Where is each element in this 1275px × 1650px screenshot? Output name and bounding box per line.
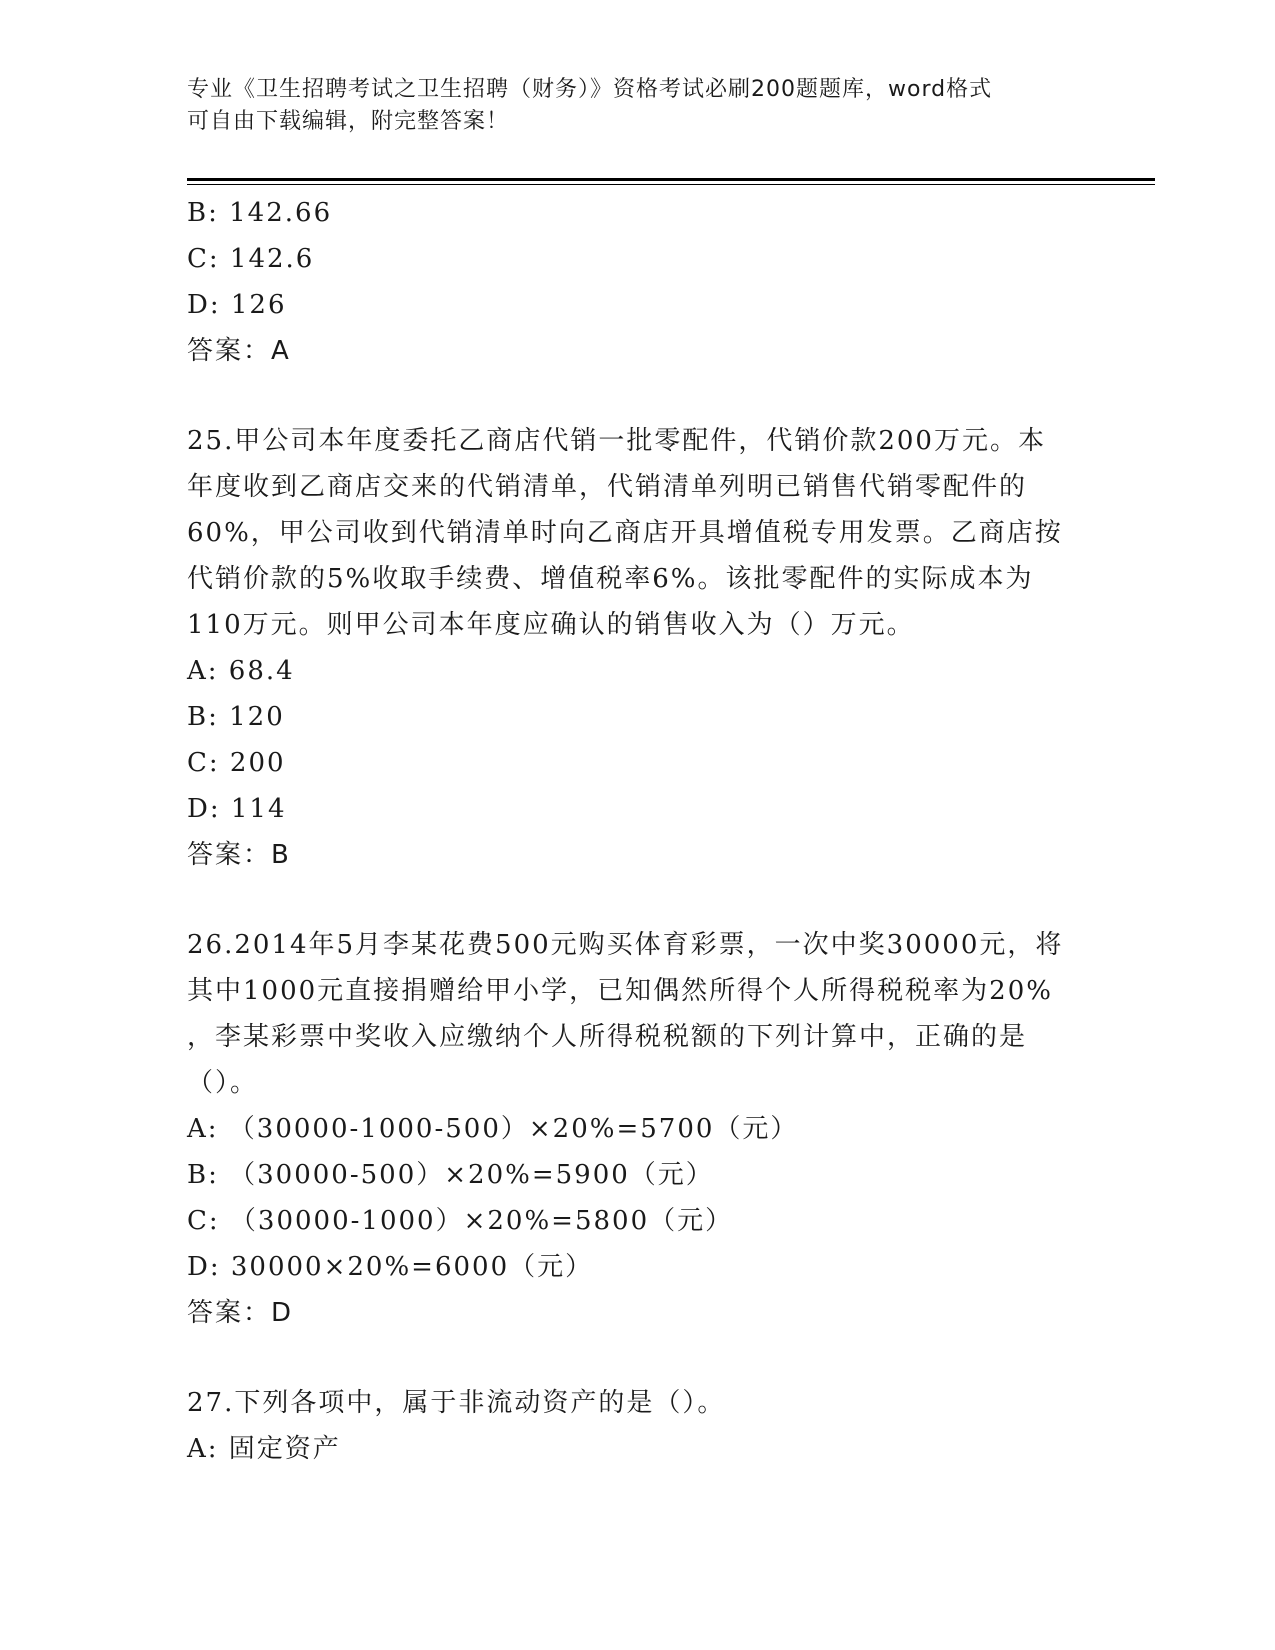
option-b: B: （30000-500）×20%=5900（元） — [187, 1160, 714, 1190]
document-header — [187, 74, 1087, 138]
option-c: C: 142.6 — [187, 244, 315, 274]
option-a: A: （30000-1000-500）×20%=5700（元） — [187, 1114, 799, 1144]
document-body — [187, 190, 1087, 1472]
question-text-line: （）。 — [187, 1068, 259, 1098]
option-b: B: 120 — [187, 702, 285, 732]
option-c: C: 200 — [187, 748, 286, 778]
question-25 — [187, 418, 1087, 878]
question-text-line: 26.2014年5月李某花费500元购买体育彩票，一次中奖30000元，将 — [187, 930, 1064, 960]
question-27 — [187, 1380, 1087, 1472]
header-line-2: 可自由下载编辑，附完整答案！ — [187, 109, 510, 134]
question-text-line: 代销价款的5%收取手续费、增值税率6%。该批零配件的实际成本为 — [187, 564, 1034, 594]
answer: 答案：D — [187, 1298, 294, 1328]
header-line-1: 专业《卫生招聘考试之卫生招聘（财务）》资格考试必刷200题题库，word格式 — [187, 77, 993, 102]
option-a: A: 68.4 — [187, 656, 295, 686]
question-text-line: 25.甲公司本年度委托乙商店代销一批零配件，代销价款200万元。本 — [187, 426, 1046, 456]
question-24-continuation — [187, 190, 1087, 374]
header-divider-thick — [187, 178, 1155, 181]
answer: 答案：B — [187, 840, 291, 870]
question-26 — [187, 922, 1087, 1336]
option-b: B: 142.66 — [187, 198, 333, 228]
question-text-line: 年度收到乙商店交来的代销清单，代销清单列明已销售代销零配件的 — [187, 472, 1028, 502]
option-c: C: （30000-1000）×20%=5800（元） — [187, 1206, 734, 1236]
question-text-line: ，李某彩票中奖收入应缴纳个人所得税税额的下列计算中，正确的是 — [187, 1022, 1028, 1052]
option-d: D: 126 — [187, 290, 287, 320]
question-text-line: 其中1000元直接捐赠给甲小学，已知偶然所得个人所得税税率为20% — [187, 976, 1053, 1006]
question-text-line: 60%，甲公司收到代销清单时向乙商店开具增值税专用发票。乙商店按 — [187, 518, 1063, 548]
question-text-line: 110万元。则甲公司本年度应确认的销售收入为（）万元。 — [187, 610, 915, 640]
option-d: D: 30000×20%=6000（元） — [187, 1252, 594, 1282]
option-a: A: 固定资产 — [187, 1434, 341, 1464]
header-divider-thin — [187, 184, 1155, 185]
answer: 答案：A — [187, 336, 291, 366]
question-text-line: 27.下列各项中，属于非流动资产的是（）。 — [187, 1388, 726, 1418]
option-d: D: 114 — [187, 794, 287, 824]
